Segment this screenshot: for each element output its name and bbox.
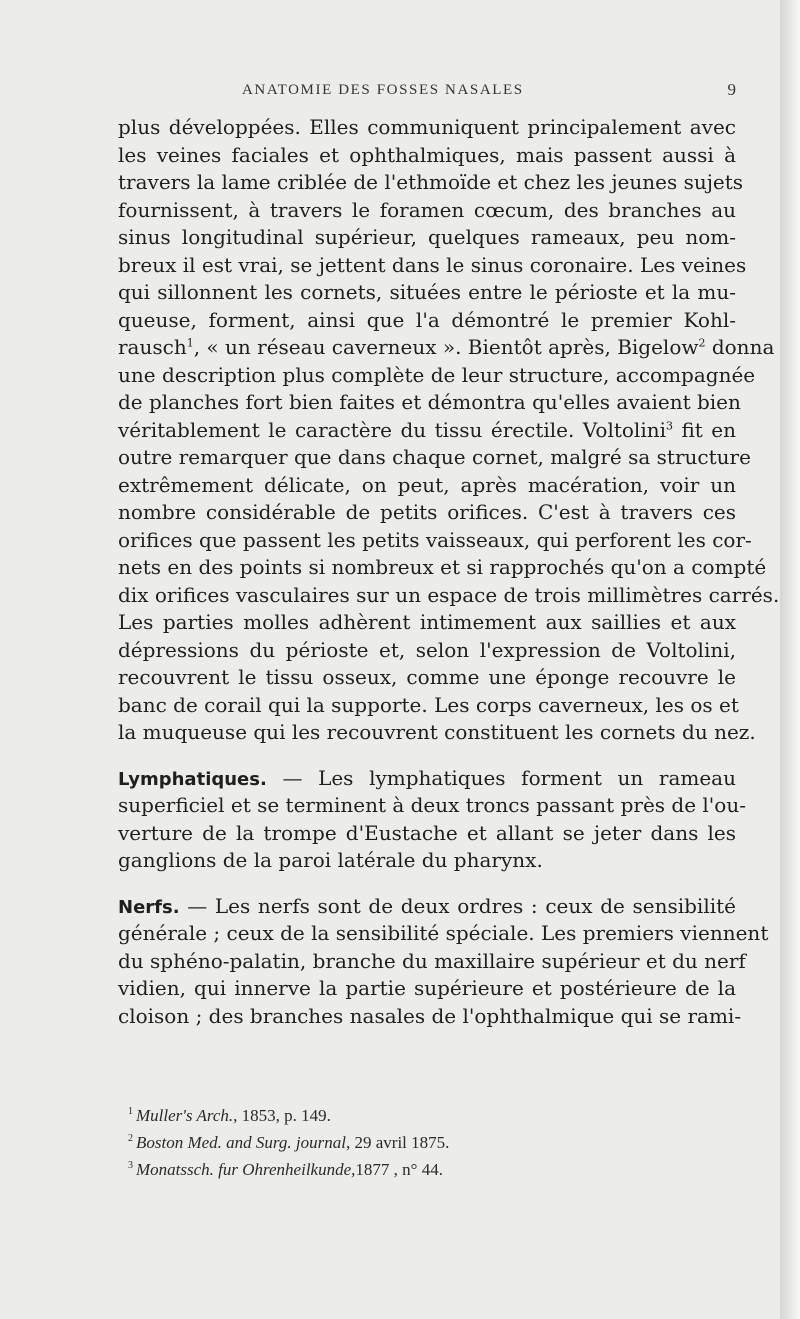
text-line: ganglions de la paroi latérale du pharynx. (118, 848, 543, 872)
paragraph-gap (118, 747, 736, 765)
paragraph-veins (118, 114, 780, 747)
paragraph-nerves (118, 893, 769, 1031)
text-line: verture de la trompe d'Eustache et allant se jeter dans les (118, 820, 736, 845)
text-line: superficiel et se terminent à deux troncs passant près de l'ou- (118, 793, 746, 817)
text-line: fournissent, à travers le foramen cœcum, des branches au (118, 197, 736, 222)
text-line: travers la lame criblée de l'ethmoïde et chez les jeunes sujets (118, 170, 744, 194)
paragraph-gap (118, 875, 736, 893)
text-line (118, 334, 775, 362)
footnote-ref-2: 2 (698, 336, 706, 350)
text-span: , « un réseau caverneux ». Bientôt après, Bigelow (193, 335, 699, 359)
text-span: fit en (673, 417, 736, 442)
text-line: extrêmement délicate, on peut, après macération, voir un (118, 472, 736, 497)
text-line: vidien, qui innerve la partie supérieure et postérieure de la (118, 976, 736, 1000)
text-line: générale ; ceux de la sensibilité spéciale. Les premiers viennent (118, 921, 769, 945)
text-line: banc de corail qui la supporte. Les corps caverneux, les os et (118, 692, 739, 717)
page-number: 9 (727, 80, 736, 99)
text-line: nombre considérable de petits orifices. C'est à travers ces (118, 500, 736, 524)
text-line: dix orifices vasculaires sur un espace de trois millimètres carrés. (118, 582, 780, 607)
text-line (118, 893, 736, 921)
footnote-detail: , 1853, p. 149. (233, 1106, 331, 1125)
text-line: outre remarquer que dans chaque cornet, malgré sa structure (118, 445, 751, 469)
text-line: dépressions du périoste et, selon l'expression de Voltolini, (118, 637, 736, 662)
text-line: nets en des points si nombreux et si rapprochés qu'on a compté (118, 555, 767, 579)
footnote-detail: 1877 , n° 44. (355, 1160, 443, 1179)
text-line: orifices que passent les petits vaisseaux, qui perforent les cor- (118, 527, 752, 552)
text-span: donna (705, 335, 775, 359)
text-span: — Les lymphatiques forment un rameau (266, 765, 736, 790)
text-line (118, 417, 736, 445)
footnote-ref-3: 3 (666, 418, 673, 432)
footnote-mark: 2 (128, 1133, 133, 1145)
page-edge-shadow (780, 0, 800, 1319)
text-span: rausch (118, 335, 187, 359)
text-line (118, 765, 736, 793)
text-line: queuse, forment, ainsi que l'a démontré le premier Kohl- (118, 307, 736, 332)
text-line: du sphéno-palatin, branche du maxillaire supérieur et du nerf (118, 948, 746, 973)
text-line: les veines faciales et ophthalmiques, mais passent aussi à (118, 142, 736, 167)
body-text (118, 114, 780, 1030)
footnote-2 (128, 1129, 728, 1156)
section-heading-lymphatiques: Lymphatiques. (118, 768, 267, 790)
text-line: cloison ; des branches nasales de l'ophthalmique qui se rami- (118, 1003, 742, 1028)
footnote-detail: 29 avril 1875. (350, 1133, 450, 1152)
text-line: Les parties molles adhèrent intimement aux saillies et aux (118, 610, 736, 634)
text-line: recouvrent le tissu osseux, comme une éponge recouvre le (118, 665, 736, 689)
footnotes (128, 1102, 728, 1183)
text-line: qui sillonnent les cornets, situées entre le périoste et la mu- (118, 280, 736, 304)
text-span: — Les nerfs sont de deux ordres : ceux de sensibilité (179, 893, 736, 918)
footnote-1 (128, 1102, 728, 1129)
footnote-ref-1: 1 (186, 336, 194, 350)
text-line: une description plus complète de leur structure, accompagnée (118, 362, 756, 387)
footnote-source: Boston Med. and Surg. journal, (136, 1133, 351, 1152)
text-span: véritablement le caractère du tissu érectile. Voltolini (118, 417, 666, 442)
footnote-mark: 1 (128, 1106, 133, 1118)
footnote-3 (128, 1156, 728, 1183)
paragraph-lymphatics (118, 765, 746, 875)
running-title: ANATOMIE DES FOSSES NASALES (242, 82, 524, 98)
footnote-source: Muller's Arch. (136, 1106, 234, 1125)
text-line: de planches fort bien faites et démontra qu'elles avaient bien (118, 390, 741, 414)
text-line: la muqueuse qui les recouvrent constituent les cornets du nez. (118, 720, 756, 744)
section-heading-nerfs: Nerfs. (118, 896, 180, 918)
text-line: plus développées. Elles communiquent principalement avec (118, 115, 736, 139)
text-line: breux il est vrai, se jettent dans le sinus coronaire. Les veines (118, 252, 747, 277)
text-line: sinus longitudinal supérieur, quelques rameaux, peu nom- (118, 225, 736, 249)
footnote-source: Monatssch. fur Ohrenheilkunde, (136, 1160, 356, 1179)
footnote-mark: 3 (128, 1160, 133, 1172)
running-header (118, 78, 736, 108)
